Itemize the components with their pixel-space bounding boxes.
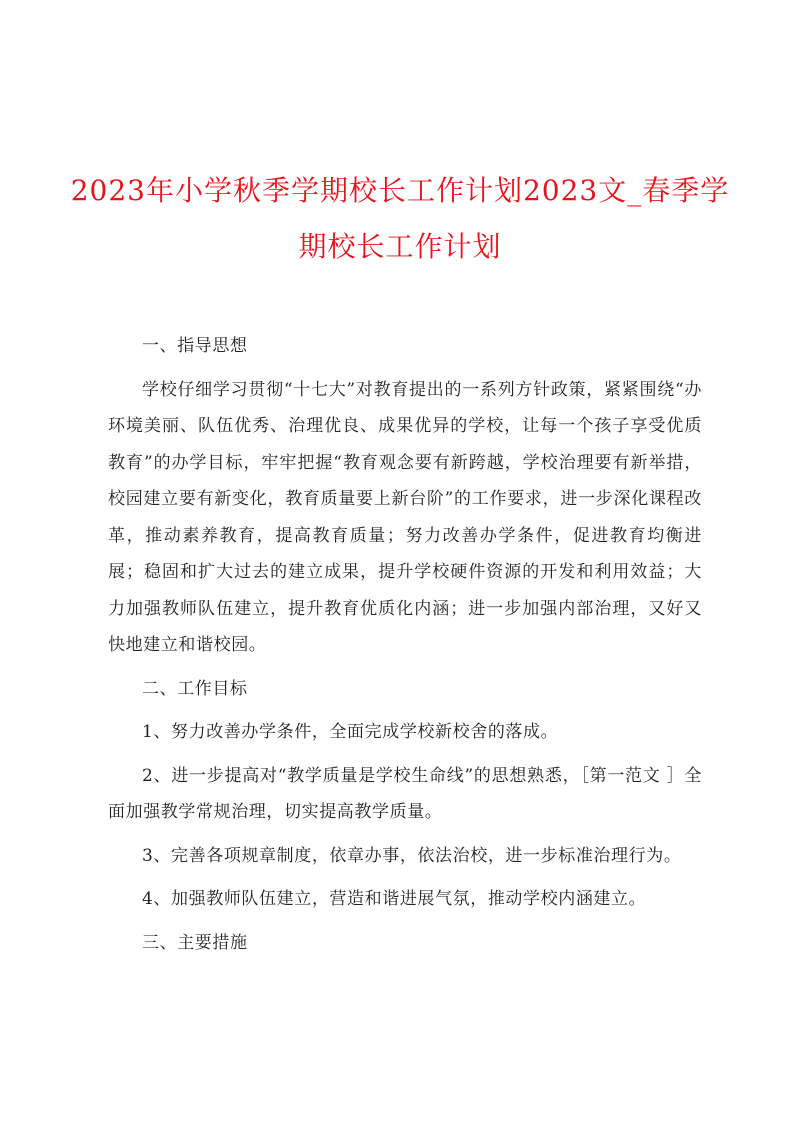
paragraph-guiding-ideology: 学校仔细学习贯彻“十七大”对教育提出的一系列方针政策，紧紧围绕“办环境美丽、队伍优秀、治理优良、成果优异的学校，让每一个孩子享受优质教育”的办学目标，牢牢把握“教育观念要有新跨越，学校治理要有新举措，校园建立要有新变化，教育质量要上新台阶”的工作要求，进一步深化课程改革，推动素养教育，提高教育质量；努力改善办学条件，促进教育均衡进展；稳固和扩大过去的建立成果，提升学校硬件资源的开发和利用效益；大力加强教师队伍建立，提升教育优质化内涵；进一步加强内部治理，又好又快地建立和谐校园。 [108,379,702,655]
list-item-goal-1: 1、努力改善办学条件，全面完成学校新校舍的落成。 [142,722,559,742]
section-heading-main-measures: 三、主要措施 [142,932,248,953]
list-item-goal-3: 3、完善各项规章制度，依章办事，依法治校，进一步标准治理行为。 [142,845,682,866]
section-heading-guiding-ideology: 一、指导思想 [142,336,248,356]
list-item-goal-4: 4、加强教师队伍建立，营造和谐进展气氛，推动学校内涵建立。 [142,889,647,909]
list-item-goal-2: 2、进一步提高对“教学质量是学校生命线”的思想熟悉，［第一范文 ］全面加强教学常规治理，切实提高教学质量。 [108,765,702,822]
section-heading-work-goals: 二、工作目标 [142,678,248,699]
document-title: 2023年小学秋季学期校长工作计划2023文_春季学期校长工作计划 [70,174,730,263]
document-body [108,328,702,961]
